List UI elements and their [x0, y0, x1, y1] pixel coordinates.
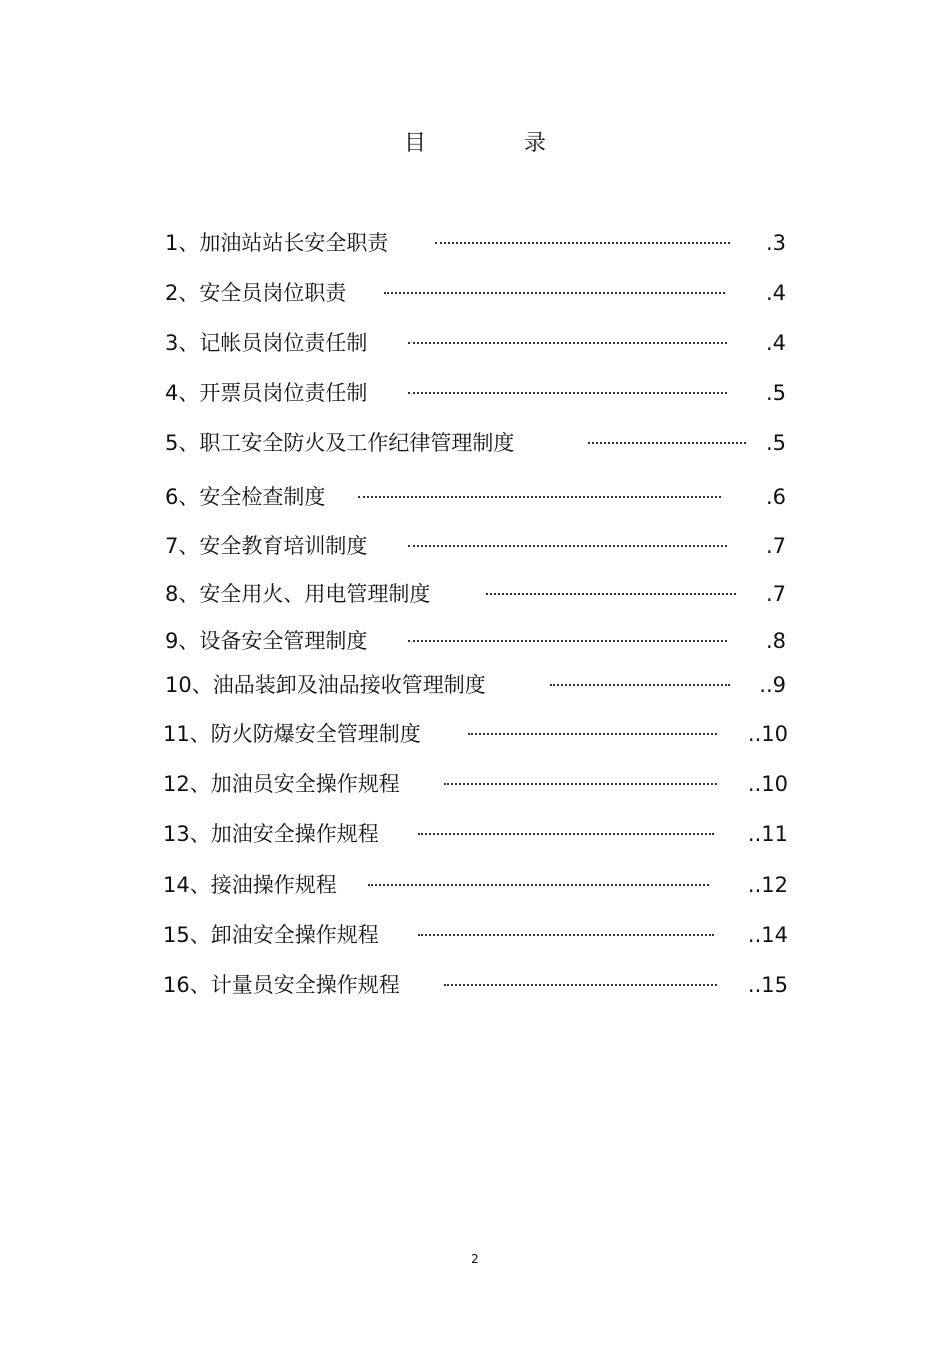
toc-dot-leader	[486, 593, 736, 595]
toc-dot-leader	[408, 392, 727, 394]
toc-entry-page: .7	[765, 534, 786, 558]
toc-dot-leader	[418, 833, 714, 835]
toc-dot-leader	[408, 342, 727, 344]
toc-entry-title: 2、安全员岗位职责	[165, 281, 347, 305]
toc-dot-leader	[418, 934, 714, 936]
page-title: 目 录	[403, 131, 584, 156]
toc-entry-title: 8、安全用火、用电管理制度	[165, 582, 431, 606]
toc-entry-page: .5	[765, 381, 786, 405]
toc-entry[interactable]	[0, 769, 950, 799]
toc-entry-page: ..14	[747, 923, 788, 947]
toc-entry-page: .3	[765, 231, 786, 255]
toc-entry-title: 12、加油员安全操作规程	[163, 772, 400, 796]
toc-entry-page: .4	[765, 331, 786, 355]
toc-entry-title: 14、接油操作规程	[163, 873, 337, 897]
toc-entry-page: ..15	[747, 973, 788, 997]
toc-dot-leader	[408, 545, 727, 547]
toc-entry-page: ..11	[747, 822, 788, 846]
toc-entry-title: 13、加油安全操作规程	[163, 822, 379, 846]
toc-entry-page: .5	[765, 431, 786, 455]
toc-entry[interactable]	[0, 579, 950, 609]
toc-entry-page: ..12	[747, 873, 788, 897]
toc-entry-title: 7、安全教育培训制度	[165, 534, 368, 558]
toc-entry[interactable]	[0, 719, 950, 749]
toc-entry-title: 16、计量员安全操作规程	[163, 973, 400, 997]
toc-entry[interactable]	[0, 819, 950, 849]
toc-entry-page: .7	[765, 582, 786, 606]
toc-entry-page: ..10	[747, 772, 788, 796]
toc-entry-title: 5、职工安全防火及工作纪律管理制度	[165, 431, 515, 455]
toc-entry-page: ..10	[747, 722, 788, 746]
toc-entry-title: 15、卸油安全操作规程	[163, 923, 379, 947]
toc-dot-leader	[368, 884, 709, 886]
toc-entry-page: ..9	[759, 673, 786, 697]
toc-entry-title: 10、油品装卸及油品接收管理制度	[165, 673, 486, 697]
toc-entry-title: 6、安全检查制度	[165, 485, 326, 509]
toc-dot-leader	[468, 733, 717, 735]
toc-entry-title: 11、防火防爆安全管理制度	[163, 722, 421, 746]
toc-dot-leader	[444, 783, 717, 785]
toc-entry[interactable]	[0, 531, 950, 561]
toc-entry-page: .6	[765, 485, 786, 509]
toc-entry[interactable]	[0, 228, 950, 258]
toc-entry[interactable]	[0, 670, 950, 700]
toc-dot-leader	[588, 442, 746, 444]
page-number: 2	[471, 1252, 479, 1266]
toc-entry[interactable]	[0, 428, 950, 458]
toc-entry[interactable]	[0, 920, 950, 950]
toc-dot-leader	[358, 496, 721, 498]
toc-entry[interactable]	[0, 626, 950, 656]
toc-entry-page: .8	[765, 629, 786, 653]
toc-entry[interactable]	[0, 970, 950, 1000]
toc-dot-leader	[444, 984, 717, 986]
toc-entry-page: .4	[765, 281, 786, 305]
toc-entry[interactable]	[0, 278, 950, 308]
toc-entry-title: 3、记帐员岗位责任制	[165, 331, 368, 355]
toc-entry-title: 4、开票员岗位责任制	[165, 381, 368, 405]
toc-dot-leader	[408, 640, 727, 642]
toc-entry[interactable]	[0, 482, 950, 512]
toc-entry[interactable]	[0, 870, 950, 900]
toc-dot-leader	[435, 242, 730, 244]
toc-entry[interactable]	[0, 328, 950, 358]
toc-dot-leader	[550, 684, 730, 686]
toc-entry-title: 1、加油站站长安全职责	[165, 231, 389, 255]
toc-entry-title: 9、设备安全管理制度	[165, 629, 368, 653]
toc-entry[interactable]	[0, 378, 950, 408]
toc-dot-leader	[384, 292, 725, 294]
